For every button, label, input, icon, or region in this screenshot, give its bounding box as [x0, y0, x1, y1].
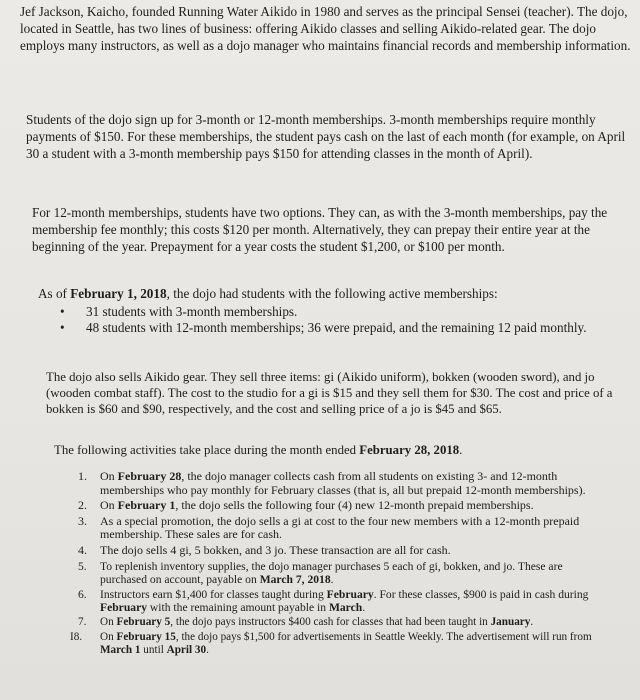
activity-item: 2. On February 1, the dojo sells the following four (4) new 12-month prepaid memberships. — [78, 498, 534, 513]
bullet-item: • 31 students with 3-month memberships. — [60, 304, 298, 319]
activity-item: 6. Instructors earn $1,400 for classes taught during February. For these classes, $900 is paid in cash during February with the remaining amount payable in March. — [78, 587, 589, 615]
activity-item: 4. The dojo sells 4 gi, 5 bokken, and 3 jo. These transaction are all for cash. — [78, 542, 451, 557]
activity-item: 7. On February 5, the dojo pays instructors $400 cash for classes that had been taught in January. — [78, 616, 534, 629]
membership-bullet-list — [60, 304, 620, 336]
active-memberships-paragraph: As of February 1, 2018, the dojo had students with the following active memberships: — [38, 286, 498, 301]
bullet-item: • 48 students with 12-month memberships; 36 were prepaid, and the remaining 12 paid monthly. — [60, 320, 587, 335]
activity-item: 5. To replenish inventory supplies, the dojo manager purchases 5 each of gi, bokken, and jo. These are purchased on account, payable on March 7, 2018. — [78, 559, 563, 586]
intro-paragraph: Jef Jackson, Kaicho, founded Running Water Aikido in 1980 and serves as the principal Sensei (teacher). The dojo, located in Seattle, has two lines of business: offering Aikido classes and selling Aikido-related gear. The dojo employs many instructors, as well as a dojo manager who maintains financial records and membership information. — [20, 4, 631, 53]
membership-paragraph: Students of the dojo sign up for 3-month or 12-month memberships. 3-month memberships require monthly payments of $150. For these memberships, the student pays cash on the last of each month (for example, on April 30 a student with a 3-month membership pays $150 for attending classes in the month of April). — [26, 112, 626, 161]
twelve-month-paragraph: For 12-month memberships, students have two options. They can, as with the 3-month memberships, pay the membership fee monthly; this costs $120 per month. Alternatively, they can prepay their entire year at the beginning of the year. Prepayment for a year costs the student $1,200, or $100 per month. — [32, 205, 608, 254]
activity-item: I8. On February 15, the dojo pays $1,500 for advertisements in Seattle Weekly. The advertisement will run from March 1 until April 30. — [70, 631, 592, 656]
activities-intro: The following activities take place during the month ended February 28, 2018. — [54, 443, 463, 457]
gear-paragraph: The dojo also sells Aikido gear. They sell three items: gi (Aikido uniform), bokken (wooden sword), and jo (wooden combat staff). The cost to the studio for a gi is $15 and they sell them for $30. The cost and price of a bokken is $60 and $90, respectively, and the cost and selling price of a jo is $45 and $65. — [46, 370, 613, 416]
activity-item: 1. On February 28, the dojo manager collects cash from all students on existing 3- and 12-month memberships who pay monthly for February classes (that is, all but prepaid 12-month memberships). — [78, 469, 586, 497]
activities-list — [70, 469, 598, 659]
activity-item: 3. As a special promotion, the dojo sells a gi at cost to the four new members with a 12-month prepaid membership. These sales are for cash. — [78, 513, 580, 542]
